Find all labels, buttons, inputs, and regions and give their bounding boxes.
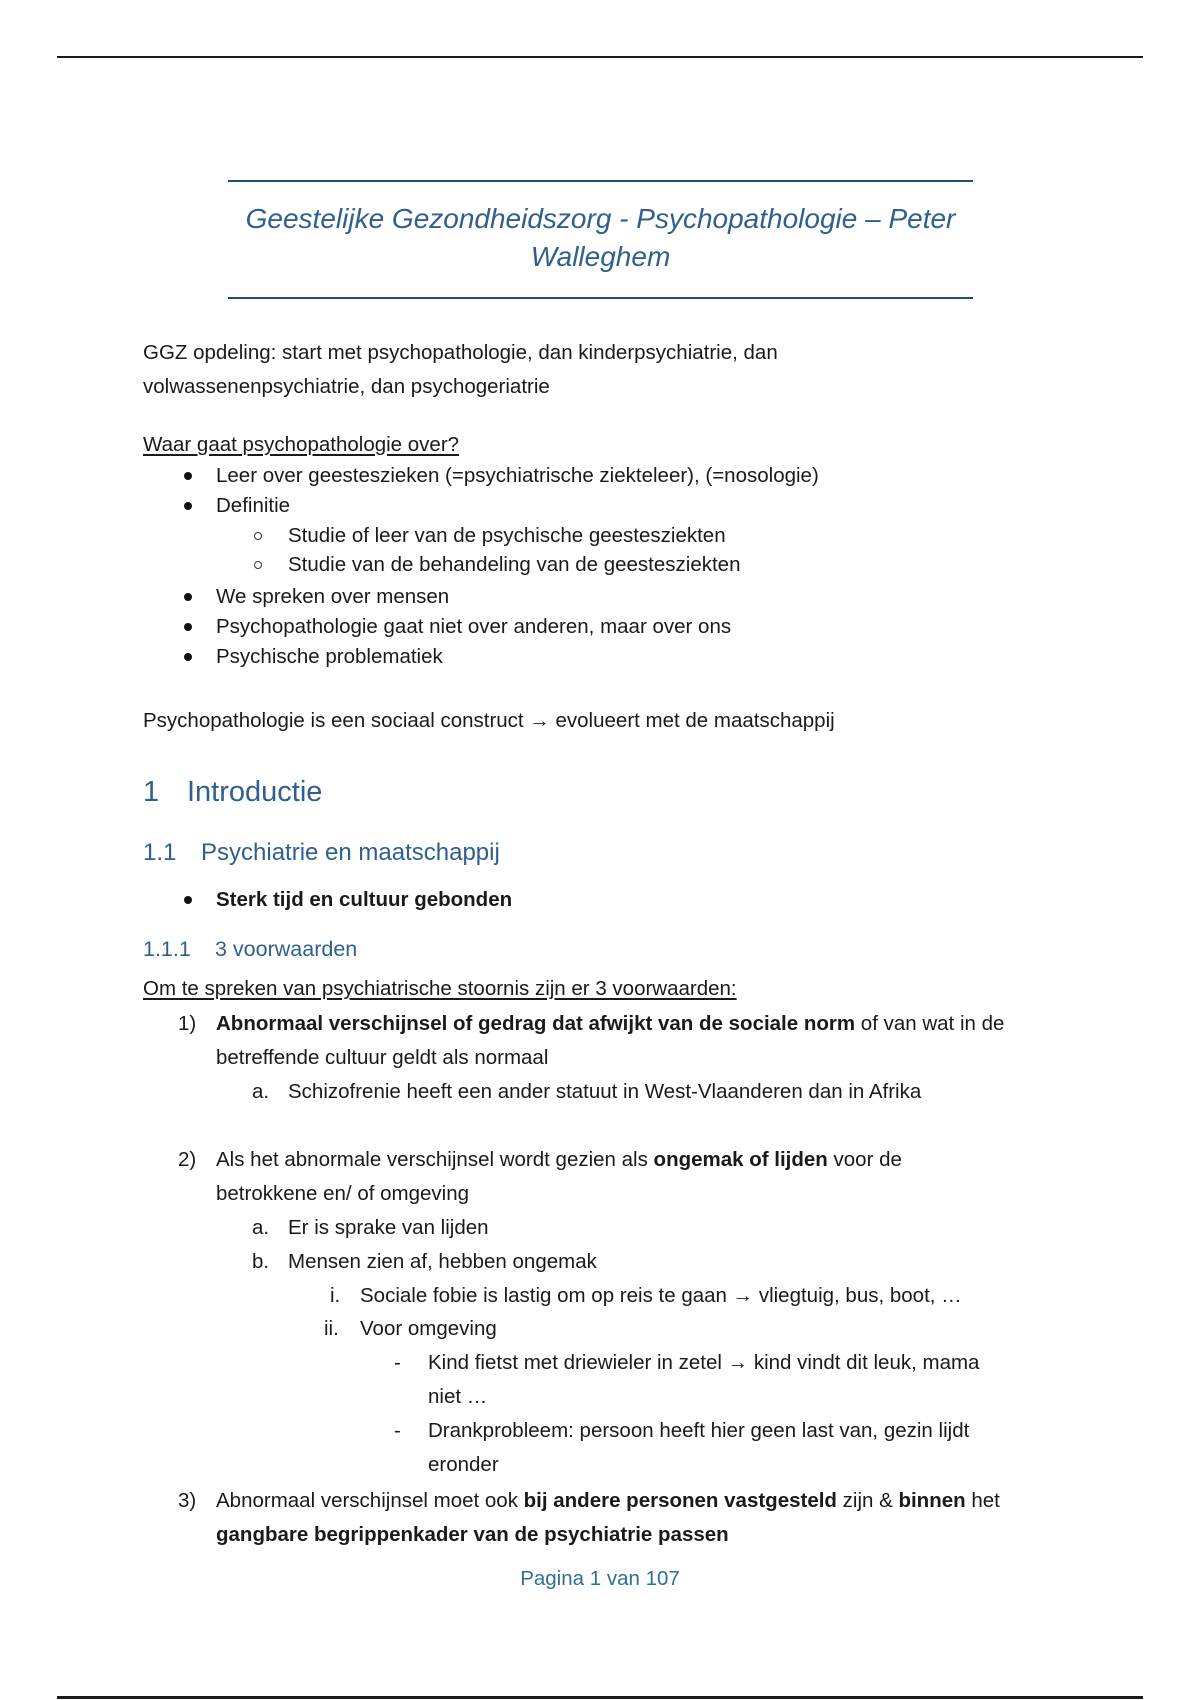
question-sub-bullet-1: Studie of leer van de psychische geestesziekten xyxy=(288,524,726,547)
question-heading: Waar gaat psychopathologie over? xyxy=(143,433,460,456)
condition-2-sub-b-ii: Voor omgeving xyxy=(360,1317,497,1340)
document-title xyxy=(228,200,973,276)
construct-line xyxy=(143,704,835,738)
section-number: 1.1 xyxy=(143,839,177,866)
condition-2-text-a: Als het abnormale verschijnsel wordt gezien als xyxy=(216,1148,654,1171)
sub-b-i-text-b: vliegtuig, bus, boot, … xyxy=(753,1284,962,1307)
condition-2-line-1 xyxy=(216,1143,902,1177)
condition-2-dash-1-line-1 xyxy=(428,1346,979,1380)
condition-1-bold: Abnormaal verschijnsel of gedrag dat afwijkt van de sociale norm xyxy=(216,1012,856,1035)
list-marker: 1) xyxy=(178,1012,197,1035)
sub-b-i-text-a: Sociale fobie is lastig om op reis te gaan xyxy=(360,1284,733,1307)
section-1-1-1-heading xyxy=(143,937,357,962)
question-sub-bullet-2: Studie van de behandeling van de geestesziekten xyxy=(288,553,741,576)
title-line-2: Walleghem xyxy=(530,241,671,272)
section-title: Psychiatrie en maatschappij xyxy=(201,839,500,866)
condition-3-line-1 xyxy=(216,1484,1000,1518)
sub-bullet-circle xyxy=(254,561,262,569)
header-rule xyxy=(57,56,1143,58)
condition-1-line-2: betreffende cultuur geldt als normaal xyxy=(216,1046,549,1069)
question-bullet-1: Leer over geesteszieken (=psychiatrische ziekteleer), (=nosologie) xyxy=(216,464,819,487)
list-marker: 2) xyxy=(178,1148,197,1171)
list-marker: - xyxy=(394,1419,401,1442)
condition-3-bold-b: binnen xyxy=(898,1489,966,1512)
question-bullet-4: Psychopathologie gaat niet over anderen, maar over ons xyxy=(216,615,732,638)
question-bullet-3: We spreken over mensen xyxy=(216,585,450,608)
arrow-icon: → xyxy=(732,1284,754,1307)
list-marker: b. xyxy=(252,1250,270,1273)
bullet-dot xyxy=(184,896,192,904)
list-marker: a. xyxy=(252,1080,270,1103)
bullet-dot xyxy=(184,502,192,510)
bullet-dot xyxy=(184,623,192,631)
list-marker: a. xyxy=(252,1216,270,1239)
condition-2-dash-2-line-2: eronder xyxy=(428,1453,499,1476)
condition-3-text-b: zijn & xyxy=(836,1489,899,1512)
condition-3-bold-a: bij andere personen vastgesteld xyxy=(523,1489,837,1512)
bullet-dot xyxy=(184,593,192,601)
dash-1-text-a: Kind fietst met driewieler in zetel xyxy=(428,1351,728,1374)
intro-line-1: GGZ opdeling: start met psychopathologie, dan kinderpsychiatrie, dan xyxy=(143,341,778,364)
section-1-1-bullet: Sterk tijd en cultuur gebonden xyxy=(216,888,513,911)
conditions-lead: Om te spreken van psychiatrische stoornis zijn er 3 voorwaarden: xyxy=(143,977,737,1000)
section-1-heading xyxy=(143,776,322,809)
condition-2-dash-1-line-2: niet … xyxy=(428,1385,488,1408)
condition-1-sub-a: Schizofrenie heeft een ander statuut in West-Vlaanderen dan in Afrika xyxy=(288,1080,922,1103)
section-number: 1.1.1 xyxy=(143,937,191,961)
document-title-box xyxy=(228,178,973,300)
section-title: Introductie xyxy=(187,776,323,808)
sub-bullet-circle xyxy=(254,532,262,540)
arrow-icon: → xyxy=(727,1351,749,1374)
condition-1-rest: of van wat in de xyxy=(855,1012,1005,1035)
condition-2-sub-b: Mensen zien af, hebben ongemak xyxy=(288,1250,597,1273)
intro-line-2: volwassenenpsychiatrie, dan psychogeriatrie xyxy=(143,375,550,398)
condition-2-sub-b-i xyxy=(360,1279,962,1313)
condition-2-line-2: betrokkene en/ of omgeving xyxy=(216,1182,469,1205)
list-marker: i. xyxy=(330,1284,341,1307)
section-number: 1 xyxy=(143,776,160,808)
question-bullet-2: Definitie xyxy=(216,494,291,517)
dash-1-text-b: kind vindt dit leuk, mama xyxy=(748,1351,980,1374)
arrow-icon: → xyxy=(529,709,550,732)
title-top-rule xyxy=(228,180,973,182)
page-footer: Pagina 1 van 107 xyxy=(520,1567,680,1590)
condition-3-line-2: gangbare begrippenkader van de psychiatrie passen xyxy=(216,1523,729,1546)
bullet-dot xyxy=(184,653,192,661)
section-1-1-heading xyxy=(143,839,500,867)
condition-2-sub-a: Er is sprake van lijden xyxy=(288,1216,489,1239)
condition-3-text-c: het xyxy=(965,1489,1000,1512)
list-marker: 3) xyxy=(178,1489,197,1512)
condition-3-text-a: Abnormaal verschijnsel moet ook xyxy=(216,1489,524,1512)
list-marker: ii. xyxy=(324,1317,339,1340)
bullet-dot xyxy=(184,472,192,480)
section-title: 3 voorwaarden xyxy=(215,937,358,961)
condition-2-dash-2-line-1: Drankprobleem: persoon heeft hier geen last van, gezin lijdt xyxy=(428,1419,970,1442)
construct-text-b: evolueert met de maatschappij xyxy=(549,709,835,732)
condition-1-line-1 xyxy=(216,1007,1004,1041)
title-bottom-rule xyxy=(228,297,973,299)
condition-2-bold: ongemak of lijden xyxy=(653,1148,828,1171)
condition-2-text-b: voor de xyxy=(827,1148,902,1171)
question-bullet-5: Psychische problematiek xyxy=(216,645,443,668)
list-marker: - xyxy=(394,1351,401,1374)
footer-rule xyxy=(57,1696,1143,1699)
title-line-1: Geestelijke Gezondheidszorg - Psychopathologie – Peter xyxy=(245,203,956,234)
construct-text-a: Psychopathologie is een sociaal construct xyxy=(143,709,530,732)
